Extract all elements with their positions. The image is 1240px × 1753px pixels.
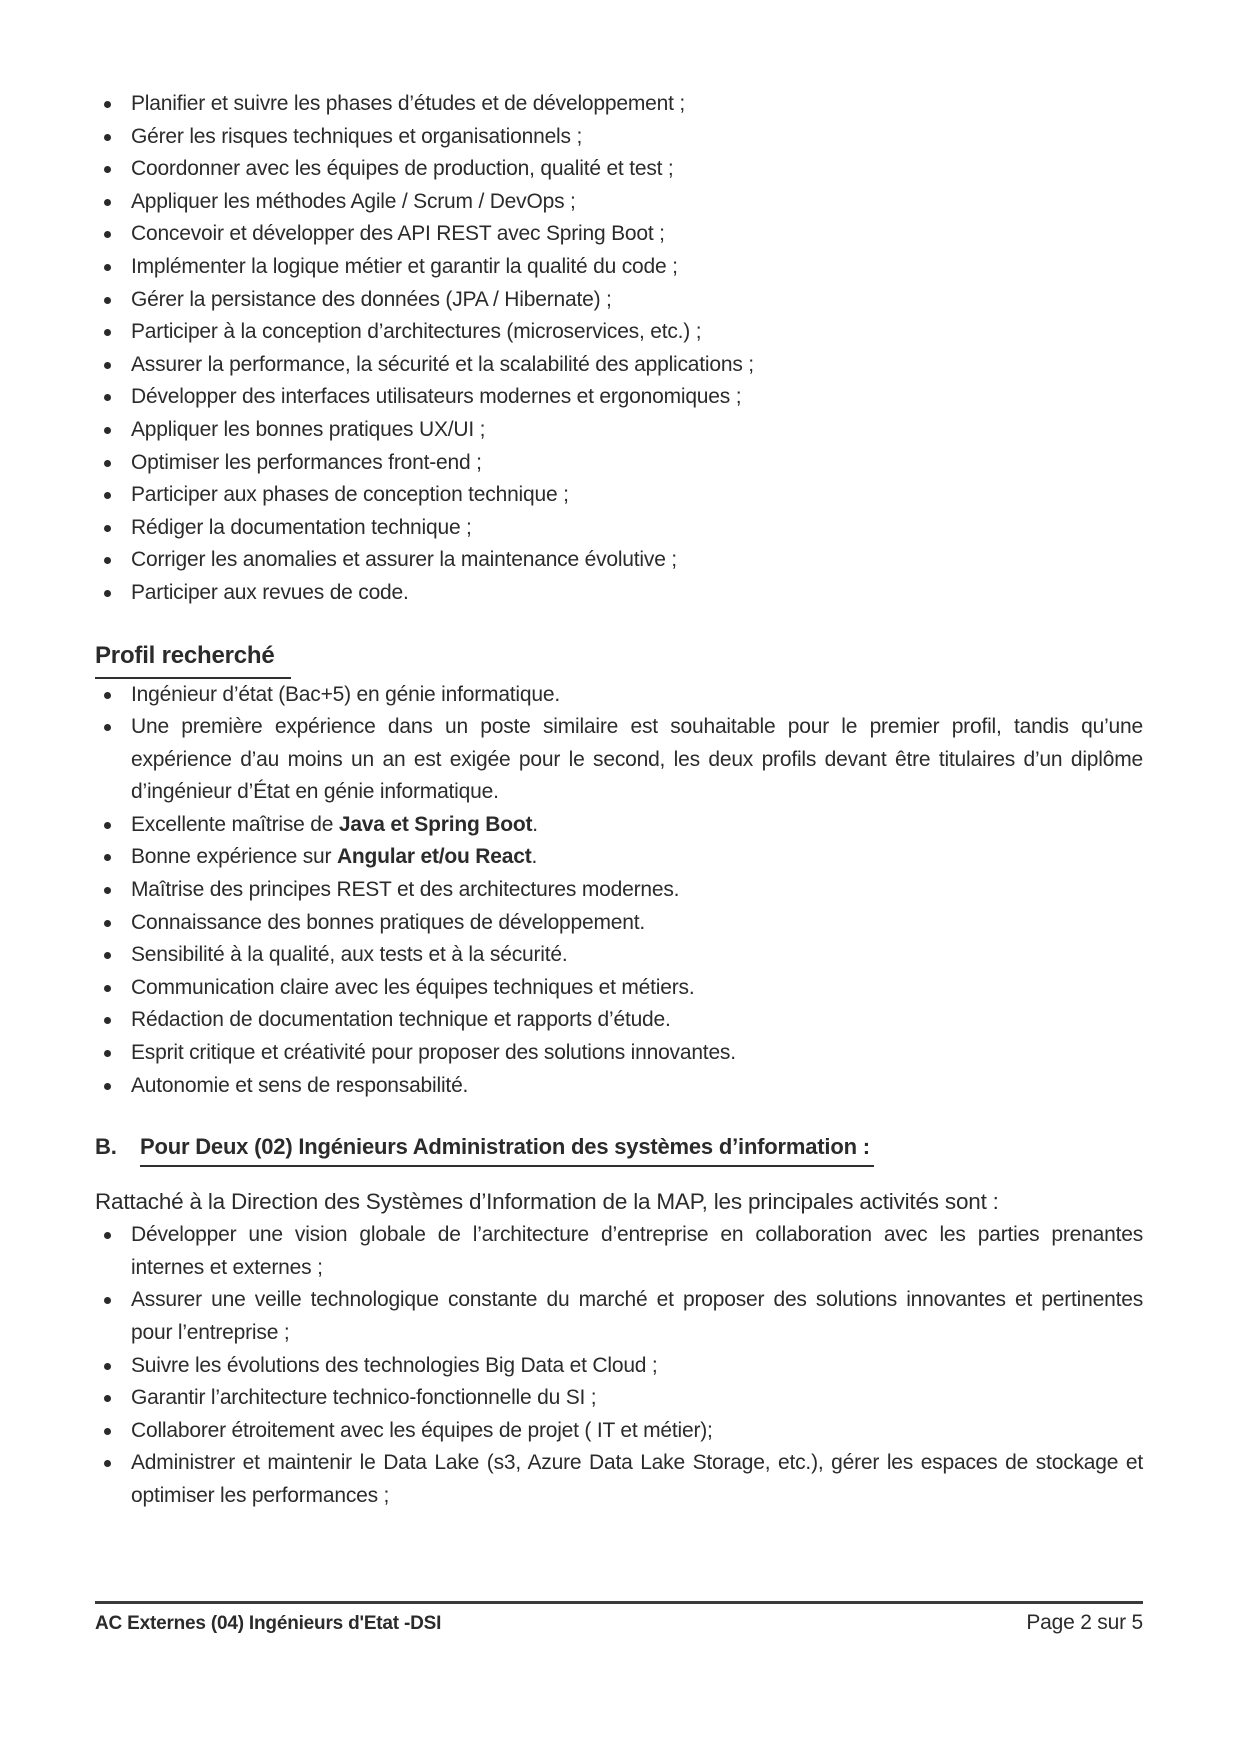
list-item: Garantir l’architecture technico-fonctionnelle du SI ; bbox=[95, 1382, 1143, 1415]
bold-text-segment: Java et Spring Boot bbox=[338, 812, 533, 836]
list-item: Maîtrise des principes REST et des architectures modernes. bbox=[95, 874, 1143, 907]
list-item bbox=[95, 809, 1143, 842]
list-item: Développer des interfaces utilisateurs modernes et ergonomiques ; bbox=[95, 381, 1143, 414]
text-segment: . bbox=[532, 812, 538, 836]
list-item: Collaborer étroitement avec les équipes de projet ( IT et métier); bbox=[95, 1415, 1143, 1448]
list-item bbox=[95, 841, 1143, 874]
list-item: Suivre les évolutions des technologies Big Data et Cloud ; bbox=[95, 1350, 1143, 1383]
text-segment: Bonne expérience sur bbox=[131, 845, 337, 869]
list-item: Communication claire avec les équipes techniques et métiers. bbox=[95, 972, 1143, 1005]
section-b-title: Pour Deux (02) Ingénieurs Administration des systèmes d’information : bbox=[140, 1132, 874, 1167]
list-item: Rédiger la documentation technique ; bbox=[95, 512, 1143, 545]
document-content bbox=[95, 0, 1143, 1513]
footer-row bbox=[95, 1604, 1143, 1635]
list-item: Coordonner avec les équipes de production, qualité et test ; bbox=[95, 153, 1143, 186]
list-item: Développer une vision globale de l’architecture d’entreprise en collaboration avec les parties prenantes internes et externes ; bbox=[95, 1219, 1143, 1284]
list-item: Autonomie et sens de responsabilité. bbox=[95, 1070, 1143, 1103]
admin-list bbox=[95, 1219, 1143, 1512]
list-item: Esprit critique et créativité pour proposer des solutions innovantes. bbox=[95, 1037, 1143, 1070]
list-item: Assurer la performance, la sécurité et la scalabilité des applications ; bbox=[95, 349, 1143, 382]
profile-list bbox=[95, 679, 1143, 1103]
footer-page-number: Page 2 sur 5 bbox=[1026, 1611, 1143, 1634]
bold-text-segment: Angular et/ou React bbox=[336, 845, 532, 869]
list-item: Participer aux revues de code. bbox=[95, 577, 1143, 610]
list-item: Appliquer les méthodes Agile / Scrum / DevOps ; bbox=[95, 186, 1143, 219]
list-item: Concevoir et développer des API REST avec Spring Boot ; bbox=[95, 218, 1143, 251]
list-item: Gérer les risques techniques et organisationnels ; bbox=[95, 121, 1143, 154]
tasks-list bbox=[95, 88, 1143, 610]
list-item: Gérer la persistance des données (JPA / Hibernate) ; bbox=[95, 284, 1143, 317]
list-item: Assurer une veille technologique constante du marché et proposer des solutions innovantes et pertinentes pour l’entreprise ; bbox=[95, 1284, 1143, 1349]
list-item: Une première expérience dans un poste similaire est souhaitable pour le premier profil, tandis qu’une expérience d’au moins un an est exigée pour le second, les deux profils devant être titulaires d’un diplôme d’ingénieur d’État en génie informatique. bbox=[95, 711, 1143, 809]
list-item: Sensibilité à la qualité, aux tests et à la sécurité. bbox=[95, 939, 1143, 972]
list-item: Appliquer les bonnes pratiques UX/UI ; bbox=[95, 414, 1143, 447]
page-footer bbox=[95, 1601, 1143, 1635]
section-b-intro: Rattaché à la Direction des Systèmes d’Information de la MAP, les principales activités sont : bbox=[95, 1189, 999, 1215]
list-item: Ingénieur d’état (Bac+5) en génie informatique. bbox=[95, 679, 1143, 712]
list-item: Participer aux phases de conception technique ; bbox=[95, 479, 1143, 512]
list-item: Connaissance des bonnes pratiques de développement. bbox=[95, 907, 1143, 940]
profile-heading-text: Profil recherché bbox=[95, 638, 291, 679]
list-item: Rédaction de documentation technique et rapports d’étude. bbox=[95, 1004, 1143, 1037]
footer-document-title: AC Externes (04) Ingénieurs d'Etat -DSI bbox=[95, 1613, 442, 1634]
profile-heading bbox=[95, 638, 1143, 679]
list-item: Corriger les anomalies et assurer la maintenance évolutive ; bbox=[95, 544, 1143, 577]
list-item: Administrer et maintenir le Data Lake (s3, Azure Data Lake Storage, etc.), gérer les espaces de stockage et optimiser les performances ; bbox=[95, 1447, 1143, 1512]
section-b-heading bbox=[95, 1132, 1143, 1167]
list-item: Participer à la conception d’architectures (microservices, etc.) ; bbox=[95, 316, 1143, 349]
section-b-label: B. bbox=[95, 1134, 117, 1160]
text-segment: . bbox=[531, 845, 538, 869]
text-segment: Excellente maîtrise de bbox=[131, 812, 339, 836]
list-item: Implémenter la logique métier et garantir la qualité du code ; bbox=[95, 251, 1143, 284]
list-item: Optimiser les performances front-end ; bbox=[95, 447, 1143, 480]
list-item: Planifier et suivre les phases d’études et de développement ; bbox=[95, 88, 1143, 121]
